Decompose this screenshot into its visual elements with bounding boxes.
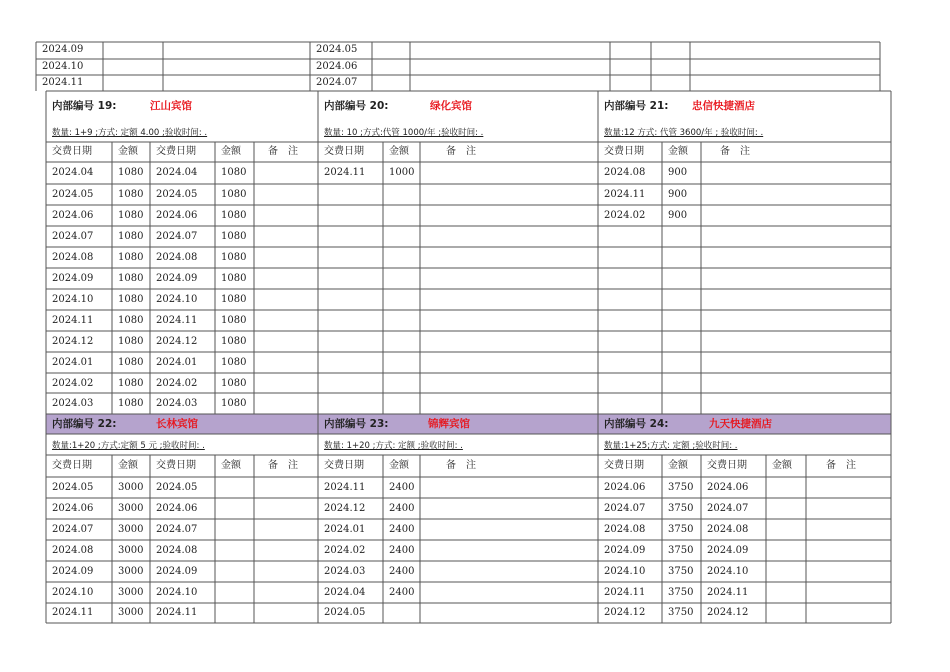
section-19-header-amount-2: 金额 [221,146,241,157]
s19-r3-date-2: 2024.06 [156,210,198,221]
s19-r11-date-2: 2024.02 [156,378,198,389]
s23-r5-date: 2024.03 [324,566,366,577]
s22-r2-date-2: 2024.06 [156,503,198,514]
s24-r5-date-2: 2024.10 [707,566,749,577]
s19-r12-date-1: 2024.03 [52,398,94,409]
s19-r2-amount-1: 1080 [118,189,144,200]
s22-r5-date-2: 2024.09 [156,566,198,577]
s19-r8-date-1: 2024.11 [52,315,94,326]
section-22-header-date-1: 交费日期 [52,460,92,471]
s22-r4-date-2: 2024.08 [156,545,198,556]
s24-r3-date-2: 2024.08 [707,524,749,535]
s19-r8-amount-1: 1080 [118,315,144,326]
s24-r4-date-2: 2024.09 [707,545,749,556]
s24-r6-date-2: 2024.11 [707,587,749,598]
section-21-header-amount: 金额 [668,146,688,157]
s19-r11-amount-2: 1080 [221,378,247,389]
s24-r6-date-1: 2024.11 [604,587,646,598]
section-19-header-amount-1: 金额 [118,146,138,157]
s19-r10-amount-2: 1080 [221,357,247,368]
section-21-info: 数量:12 方式: 代管 3600/年 ; 验收时间: . [604,128,764,138]
s22-r2-date-1: 2024.06 [52,503,94,514]
s19-r11-date-1: 2024.02 [52,378,94,389]
section-21-code: 内部编号 21: [604,100,669,112]
s19-r5-date-1: 2024.08 [52,252,94,263]
s24-r2-date-1: 2024.07 [604,503,646,514]
section-24-name: 九天快捷酒店 [709,418,772,430]
s19-r3-amount-1: 1080 [118,210,144,221]
s23-r3-date: 2024.01 [324,524,366,535]
s20-r1-amount: 1000 [389,167,415,178]
section-21-name: 忠信快捷酒店 [692,100,755,112]
s22-r3-date-2: 2024.07 [156,524,198,535]
s22-r7-amount: 3000 [118,607,144,618]
s19-r5-amount-1: 1080 [118,252,144,263]
s19-r6-date-1: 2024.09 [52,273,94,284]
s22-r3-date-1: 2024.07 [52,524,94,535]
section-19-info: 数量: 1+9 ;方式: 定额 4.00 ;验收时间: . [52,128,208,138]
section-22-header-date-2: 交费日期 [156,460,196,471]
s19-r6-date-2: 2024.09 [156,273,198,284]
s24-r5-amount: 3750 [668,566,694,577]
section-22-name: 长林宾馆 [156,418,198,430]
section-20-code: 内部编号 20: [324,100,389,112]
s19-r1-date-2: 2024.04 [156,167,198,178]
top-row-2-right-date: 2024.06 [316,61,358,72]
section-23-name: 锦辉宾馆 [428,418,470,430]
s23-r4-amount: 2400 [389,545,415,556]
section-22-header-amount-2: 金额 [221,460,241,471]
s19-r9-date-1: 2024.12 [52,336,94,347]
s24-r7-date-1: 2024.12 [604,607,646,618]
s19-r12-date-2: 2024.03 [156,398,198,409]
section-23-header-date: 交费日期 [324,460,364,471]
section-23-header-note: 备 注 [446,460,476,471]
s19-r2-amount-2: 1080 [221,189,247,200]
s23-r6-amount: 2400 [389,587,415,598]
section-20-header-date: 交费日期 [324,146,364,157]
top-row-1-right-date: 2024.05 [316,44,358,55]
s22-r1-date-1: 2024.05 [52,482,94,493]
s19-r5-date-2: 2024.08 [156,252,198,263]
s24-r2-date-2: 2024.07 [707,503,749,514]
section-22-header-amount-1: 金额 [118,460,138,471]
s19-r9-date-2: 2024.12 [156,336,198,347]
top-row-2-left-date: 2024.10 [42,61,84,72]
s22-r1-amount: 3000 [118,482,144,493]
s19-r9-amount-2: 1080 [221,336,247,347]
section-23-info: 数量: 1+20 ;方式: 定额 ;验收时间: . [324,441,463,451]
s19-r3-date-1: 2024.06 [52,210,94,221]
s19-r2-date-2: 2024.05 [156,189,198,200]
s23-r6-date: 2024.04 [324,587,366,598]
s19-r8-amount-2: 1080 [221,315,247,326]
section-19-header-note: 备 注 [268,146,298,157]
s21-r2-date: 2024.11 [604,189,646,200]
s22-r6-amount: 3000 [118,587,144,598]
section-21-header-note: 备 注 [720,146,750,157]
s19-r4-amount-1: 1080 [118,231,144,242]
s19-r6-amount-2: 1080 [221,273,247,284]
s19-r7-amount-2: 1080 [221,294,247,305]
s19-r7-date-1: 2024.10 [52,294,94,305]
section-19-name: 江山宾馆 [150,100,192,112]
section-24-code: 内部编号 24: [604,418,669,430]
top-row-1-left-date: 2024.09 [42,44,84,55]
section-22-code: 内部编号 22: [52,418,117,430]
s22-r7-date-1: 2024.11 [52,607,94,618]
s19-r10-date-1: 2024.01 [52,357,94,368]
s24-r4-date-1: 2024.09 [604,545,646,556]
s21-r3-amount: 900 [668,210,688,221]
s19-r1-amount-2: 1080 [221,167,247,178]
s24-r2-amount: 3750 [668,503,694,514]
s24-r1-amount: 3750 [668,482,694,493]
top-row-3-left-date: 2024.11 [42,77,84,88]
s19-r11-amount-1: 1080 [118,378,144,389]
s22-r1-date-2: 2024.05 [156,482,198,493]
section-24-header-date-2: 交费日期 [707,460,747,471]
s19-r4-amount-2: 1080 [221,231,247,242]
s22-r6-date-2: 2024.10 [156,587,198,598]
section-19-header-date-2: 交费日期 [156,146,196,157]
s19-r6-amount-1: 1080 [118,273,144,284]
section-22-header-note: 备 注 [268,460,298,471]
s24-r4-amount: 3750 [668,545,694,556]
section-22-info: 数量:1+20 ;方式:定额 5 元 ;验收时间: . [52,441,205,451]
s19-r10-amount-1: 1080 [118,357,144,368]
s24-r7-amount: 3750 [668,607,694,618]
s19-r9-amount-1: 1080 [118,336,144,347]
s22-r2-amount: 3000 [118,503,144,514]
s19-r7-amount-1: 1080 [118,294,144,305]
s22-r4-amount: 3000 [118,545,144,556]
s19-r12-amount-1: 1080 [118,398,144,409]
s23-r2-amount: 2400 [389,503,415,514]
s19-r1-date-1: 2024.04 [52,167,94,178]
section-20-info: 数量: 10 ;方式:代管 1000/年 ;验收时间: . [324,128,484,138]
s22-r5-amount: 3000 [118,566,144,577]
section-24-header-date-1: 交费日期 [604,460,644,471]
section-21-header-date: 交费日期 [604,146,644,157]
s23-r3-amount: 2400 [389,524,415,535]
s22-r4-date-1: 2024.08 [52,545,94,556]
section-24-header-amount-2: 金额 [772,460,792,471]
s22-r6-date-1: 2024.10 [52,587,94,598]
s19-r3-amount-2: 1080 [221,210,247,221]
s21-r1-date: 2024.08 [604,167,646,178]
s23-r2-date: 2024.12 [324,503,366,514]
s24-r7-date-2: 2024.12 [707,607,749,618]
s19-r10-date-2: 2024.01 [156,357,198,368]
section-24-header-note: 备 注 [826,460,856,471]
section-24-header-amount-1: 金额 [668,460,688,471]
s19-r2-date-1: 2024.05 [52,189,94,200]
section-20-header-note: 备 注 [446,146,476,157]
top-row-3-right-date: 2024.07 [316,77,358,88]
s19-r4-date-2: 2024.07 [156,231,198,242]
s23-r7-date: 2024.05 [324,607,366,618]
s21-r2-amount: 900 [668,189,688,200]
s19-r1-amount-1: 1080 [118,167,144,178]
s24-r3-date-1: 2024.08 [604,524,646,535]
s24-r1-date-1: 2024.06 [604,482,646,493]
s23-r1-date: 2024.11 [324,482,366,493]
s21-r3-date: 2024.02 [604,210,646,221]
s23-r5-amount: 2400 [389,566,415,577]
s24-r3-amount: 3750 [668,524,694,535]
s19-r8-date-2: 2024.11 [156,315,198,326]
s24-r5-date-1: 2024.10 [604,566,646,577]
s19-r7-date-2: 2024.10 [156,294,198,305]
section-24-info: 数量:1+25;方式: 定额 ;验收时间: . [604,441,738,451]
s21-r1-amount: 900 [668,167,688,178]
section-23-code: 内部编号 23: [324,418,389,430]
s23-r1-amount: 2400 [389,482,415,493]
s22-r7-date-2: 2024.11 [156,607,198,618]
section-20-header-amount: 金额 [389,146,409,157]
section-19-header-date-1: 交费日期 [52,146,92,157]
s23-r4-date: 2024.02 [324,545,366,556]
s24-r6-amount: 3750 [668,587,694,598]
section-20-name: 绿化宾馆 [430,100,472,112]
section-19-code: 内部编号 19: [52,100,117,112]
s24-r1-date-2: 2024.06 [707,482,749,493]
s20-r1-date: 2024.11 [324,167,366,178]
section-23-header-amount: 金额 [389,460,409,471]
s22-r5-date-1: 2024.09 [52,566,94,577]
s19-r12-amount-2: 1080 [221,398,247,409]
s19-r4-date-1: 2024.07 [52,231,94,242]
s19-r5-amount-2: 1080 [221,252,247,263]
s22-r3-amount: 3000 [118,524,144,535]
